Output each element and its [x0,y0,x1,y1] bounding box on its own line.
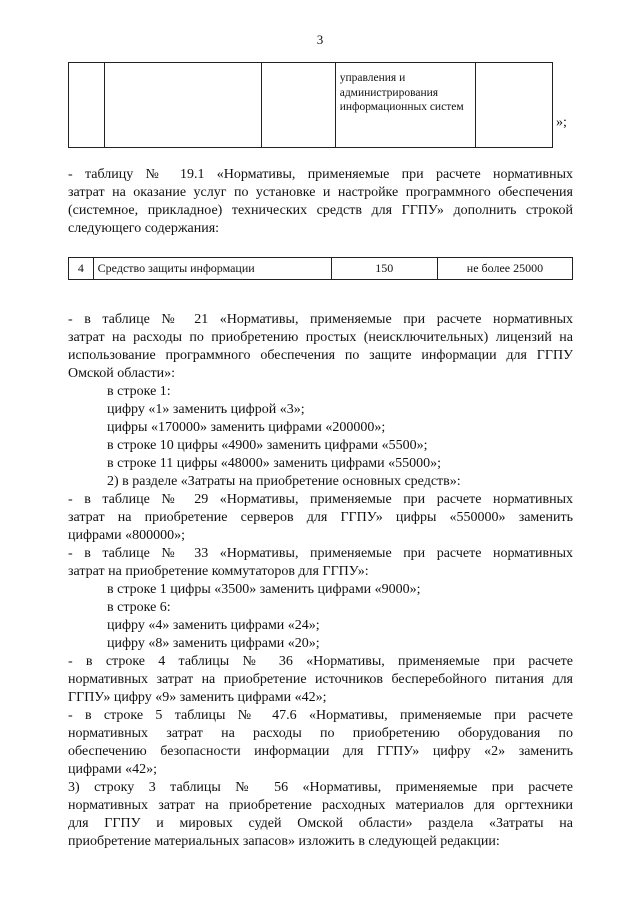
table-cell [69,63,105,148]
table-cell-description: управления и администрирования информационных систем [335,63,475,148]
paragraph-line: затрат на приобретение серверов для ГГПУ» цифры «550000» заменить [68,510,573,525]
row-name: Средство защиты информации [93,258,331,280]
paragraph-line: Омской области»: [68,366,175,381]
paragraph-line: затрат на расходы по приобретению простых (неисключительных) лицензий на [68,330,573,345]
table-row [69,258,573,280]
paragraph-line: 2) в разделе «Затраты на приобретение основных средств»: [107,474,461,489]
table-cell [261,63,335,148]
paragraph-line: цифру «4» заменить цифрами «24»; [107,618,320,633]
paragraph-line: цифрами «800000»; [68,528,186,543]
paragraph-line: затрат на оказание услуг по установке и настройке программного обеспечения [68,185,573,200]
paragraph-line: приобретение материальных запасов» изложить в следующей редакции: [68,834,500,849]
previous-table-end [68,62,553,148]
paragraph-line: использование программного обеспечения по защите информации для ГГПУ [68,348,573,363]
paragraph-line: цифру «8» заменить цифрами «20»; [107,636,320,651]
paragraph-line: цифру «1» заменить цифрой «3»; [107,402,305,417]
page-number: 3 [316,32,324,47]
row-quantity: 150 [331,258,437,280]
paragraph-line: в строке 1 цифры «3500» заменить цифрами «9000»; [107,582,421,597]
paragraph-line: - в таблице № 33 «Нормативы, применяемые при расчете нормативных [68,546,573,561]
paragraph-line: (системное, прикладное) технических средств для ГГПУ» дополнить строкой [68,203,573,218]
paragraph-line: - в таблице № 29 «Нормативы, применяемые при расчете нормативных [68,492,573,507]
row-price: не более 25000 [437,258,572,280]
paragraph-line: в строке 1: [107,384,171,399]
paragraph-line: для ГГПУ и мировых судей Омской области» раздела «Затраты на [68,816,573,831]
paragraph-line: в строке 6: [107,600,171,615]
table-cell [105,63,261,148]
added-row-table [68,257,573,280]
paragraph-line: ГГПУ» цифру «9» заменить цифрами «42»; [68,690,327,705]
paragraph-line: цифрами «42»; [68,762,158,777]
paragraph-line: нормативных затрат на приобретение расходных материалов для оргтехники [68,798,573,813]
paragraph-line: затрат на приобретение коммутаторов для ГГПУ»: [68,564,369,579]
paragraph-line: цифры «170000» заменить цифрами «200000»; [107,420,386,435]
paragraph-line: 3) строку 3 таблицы № 56 «Нормативы, применяемые при расчете [68,780,573,795]
table-cell [476,63,553,148]
paragraph-line: обеспечению безопасности информации для ГГПУ» цифру «2» заменить [68,744,573,759]
row-number: 4 [69,258,94,280]
paragraph-line: - в строке 4 таблицы № 36 «Нормативы, применяемые при расчете [68,654,573,669]
paragraph-line: - в таблице № 21 «Нормативы, применяемые при расчете нормативных [68,312,573,327]
paragraph-line: - таблицу № 19.1 «Нормативы, применяемые при расчете нормативных [68,167,573,182]
paragraph-line: нормативных затрат на расходы по приобретению оборудования по [68,726,573,741]
paragraph-line: - в строке 5 таблицы № 47.6 «Нормативы, применяемые при расчете [68,708,573,723]
paragraph-line: в строке 11 цифры «48000» заменить цифрами «55000»; [107,456,442,471]
closing-quote: »; [556,115,567,130]
paragraph-line: в строке 10 цифры «4900» заменить цифрами «5500»; [107,438,428,453]
paragraph-line: нормативных затрат на приобретение источников бесперебойного питания для [68,672,573,687]
paragraph-line: следующего содержания: [68,221,220,236]
